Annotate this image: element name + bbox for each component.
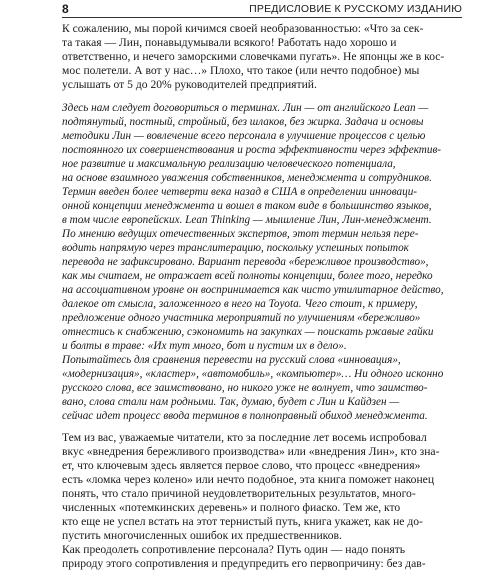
italic-block-line: «модернизация», «кластер», «автомобиль», «компьютер»… Ни одного исконно [62, 368, 444, 380]
italic-block-line: вано, слова стали нам родными. Так, думаю, будет с Лин и Кайдзен — [62, 396, 400, 408]
italic-block-line: отнестись к снабжению, сэкономить на закупках — поискать ржавые гайки [62, 326, 434, 338]
paragraph-1-line: мос полетели. А вот у нас…» Плохо, что такое (или нечто подобное) мы [62, 64, 420, 77]
italic-block-line: водить напрямую через транслитерацию, поскольку успешных попыток [62, 242, 409, 254]
paragraph-3-line: природу этого сопротивления и предупредить его первопричину: без дав- [62, 557, 426, 570]
italic-block-line: методики Лин — вовлечение всего персонала в улучшение процессов с целью [62, 130, 426, 142]
paragraph-2-line: понять, что стало причиной неудовлетворительных результатов, много- [62, 487, 416, 500]
paragraph-2-line: пустить многочисленных ошибок их предшественников. [62, 529, 342, 542]
italic-block-line: постоянного их совершенствования и роста эффективности через эффектив- [62, 144, 442, 156]
paragraph-2-line: численных «потемкинских деревень» и полного фиаско. Тем же, кто [62, 501, 401, 514]
italic-block-line: в том числе европейских. Lean Thinking — мышление Лин, Лин-менеджмент. [62, 214, 432, 226]
italic-block-line: Здесь нам следует договориться о терминах. Лин — от английского Lean — [62, 102, 429, 114]
paragraph-1-line: ответственно, и нечего заморскими словечками пугать». Не японцы же в кос- [62, 50, 445, 63]
italic-block-line: на ассоциативном уровне он воспринимается как чисто утилитарное действо, [62, 284, 444, 296]
italic-block-line: Термин введен более четверти века назад в США в определении инноваци- [62, 186, 418, 198]
italic-block-line: перевода не зафиксировано. Вариант перевода «бережливое производство», [62, 256, 429, 268]
italic-block-line: Попытайтесь для сравнения перевести на русский слова «инновация», [62, 354, 401, 366]
italic-block-line: сейчас идет процесс ввода терминов в полноправный обиход менеджмента. [62, 410, 428, 422]
italic-block-line: ное развитие и максимальную реализацию человеческого потенциала, [62, 158, 396, 170]
paragraph-1-line: та такая — Лин, понавыдумывали всякого! Работать надо хорошо и [62, 36, 397, 49]
italic-block-line: онной концепции менеджмента и вошел в таком виде в большинство языков, [62, 200, 432, 212]
paragraph-2-line: есть «ломка через колено» или нечто подобное, эта книга поможет наконец [62, 473, 435, 486]
italic-block-line: далекое от смысла, заложенного в него на Toyota. Чего стоит, к примеру, [62, 298, 418, 310]
page-number: 8 [62, 2, 69, 16]
italic-block-line: По мнению ведущих отечественных экспертов, этот термин нельзя пере- [62, 228, 419, 240]
paragraph-1-line: К сожалению, мы порой кичимся своей необразованностью: «Что за сек- [62, 22, 424, 35]
italic-block-line: подтянутый, постный, стройный, без шлаков, без жирка. Задача и основы [62, 116, 424, 128]
paragraph-1-line: услышать от 5 до 20% руководителей предприятий. [62, 78, 317, 91]
italic-block-line: предложение одного участника мероприятий по улучшениям «бережливо» [62, 312, 421, 324]
paragraph-2-line: кто еще не успел встать на этот тернистый путь, книга укажет, как не до- [62, 515, 423, 528]
page-header [62, 2, 462, 18]
running-head: ПРЕДИСЛОВИЕ К РУССКОМУ ИЗДАНИЮ [249, 3, 462, 15]
italic-block-line: русского слова, все заимствовано, но никого уже не волнует, что заимство- [62, 382, 428, 394]
italic-block-line: на основе взаимного уважения собственников, менеджмента и сотрудников. [62, 172, 432, 184]
paragraph-2-line: ет, что ключевым здесь является первое слово, что процесс «внедрения» [62, 459, 421, 472]
paragraph-2-line: вкус «внедрения бережливого производства» или «внедрения Лин», кто зна- [62, 445, 440, 458]
italic-block-line: как мы считаем, не отражает всей полноты концепции, более того, нередко [62, 270, 433, 282]
paragraph-3-line: Как преодолеть сопротивление персонала? Путь один — надо понять [62, 543, 406, 556]
paragraph-2-line: Тем из вас, уважаемые читатели, кто за последние лет восемь испробовал [62, 431, 427, 444]
italic-block-line: и болты в траве: «Их тут много, бот и пустим их в дело». [62, 340, 347, 352]
